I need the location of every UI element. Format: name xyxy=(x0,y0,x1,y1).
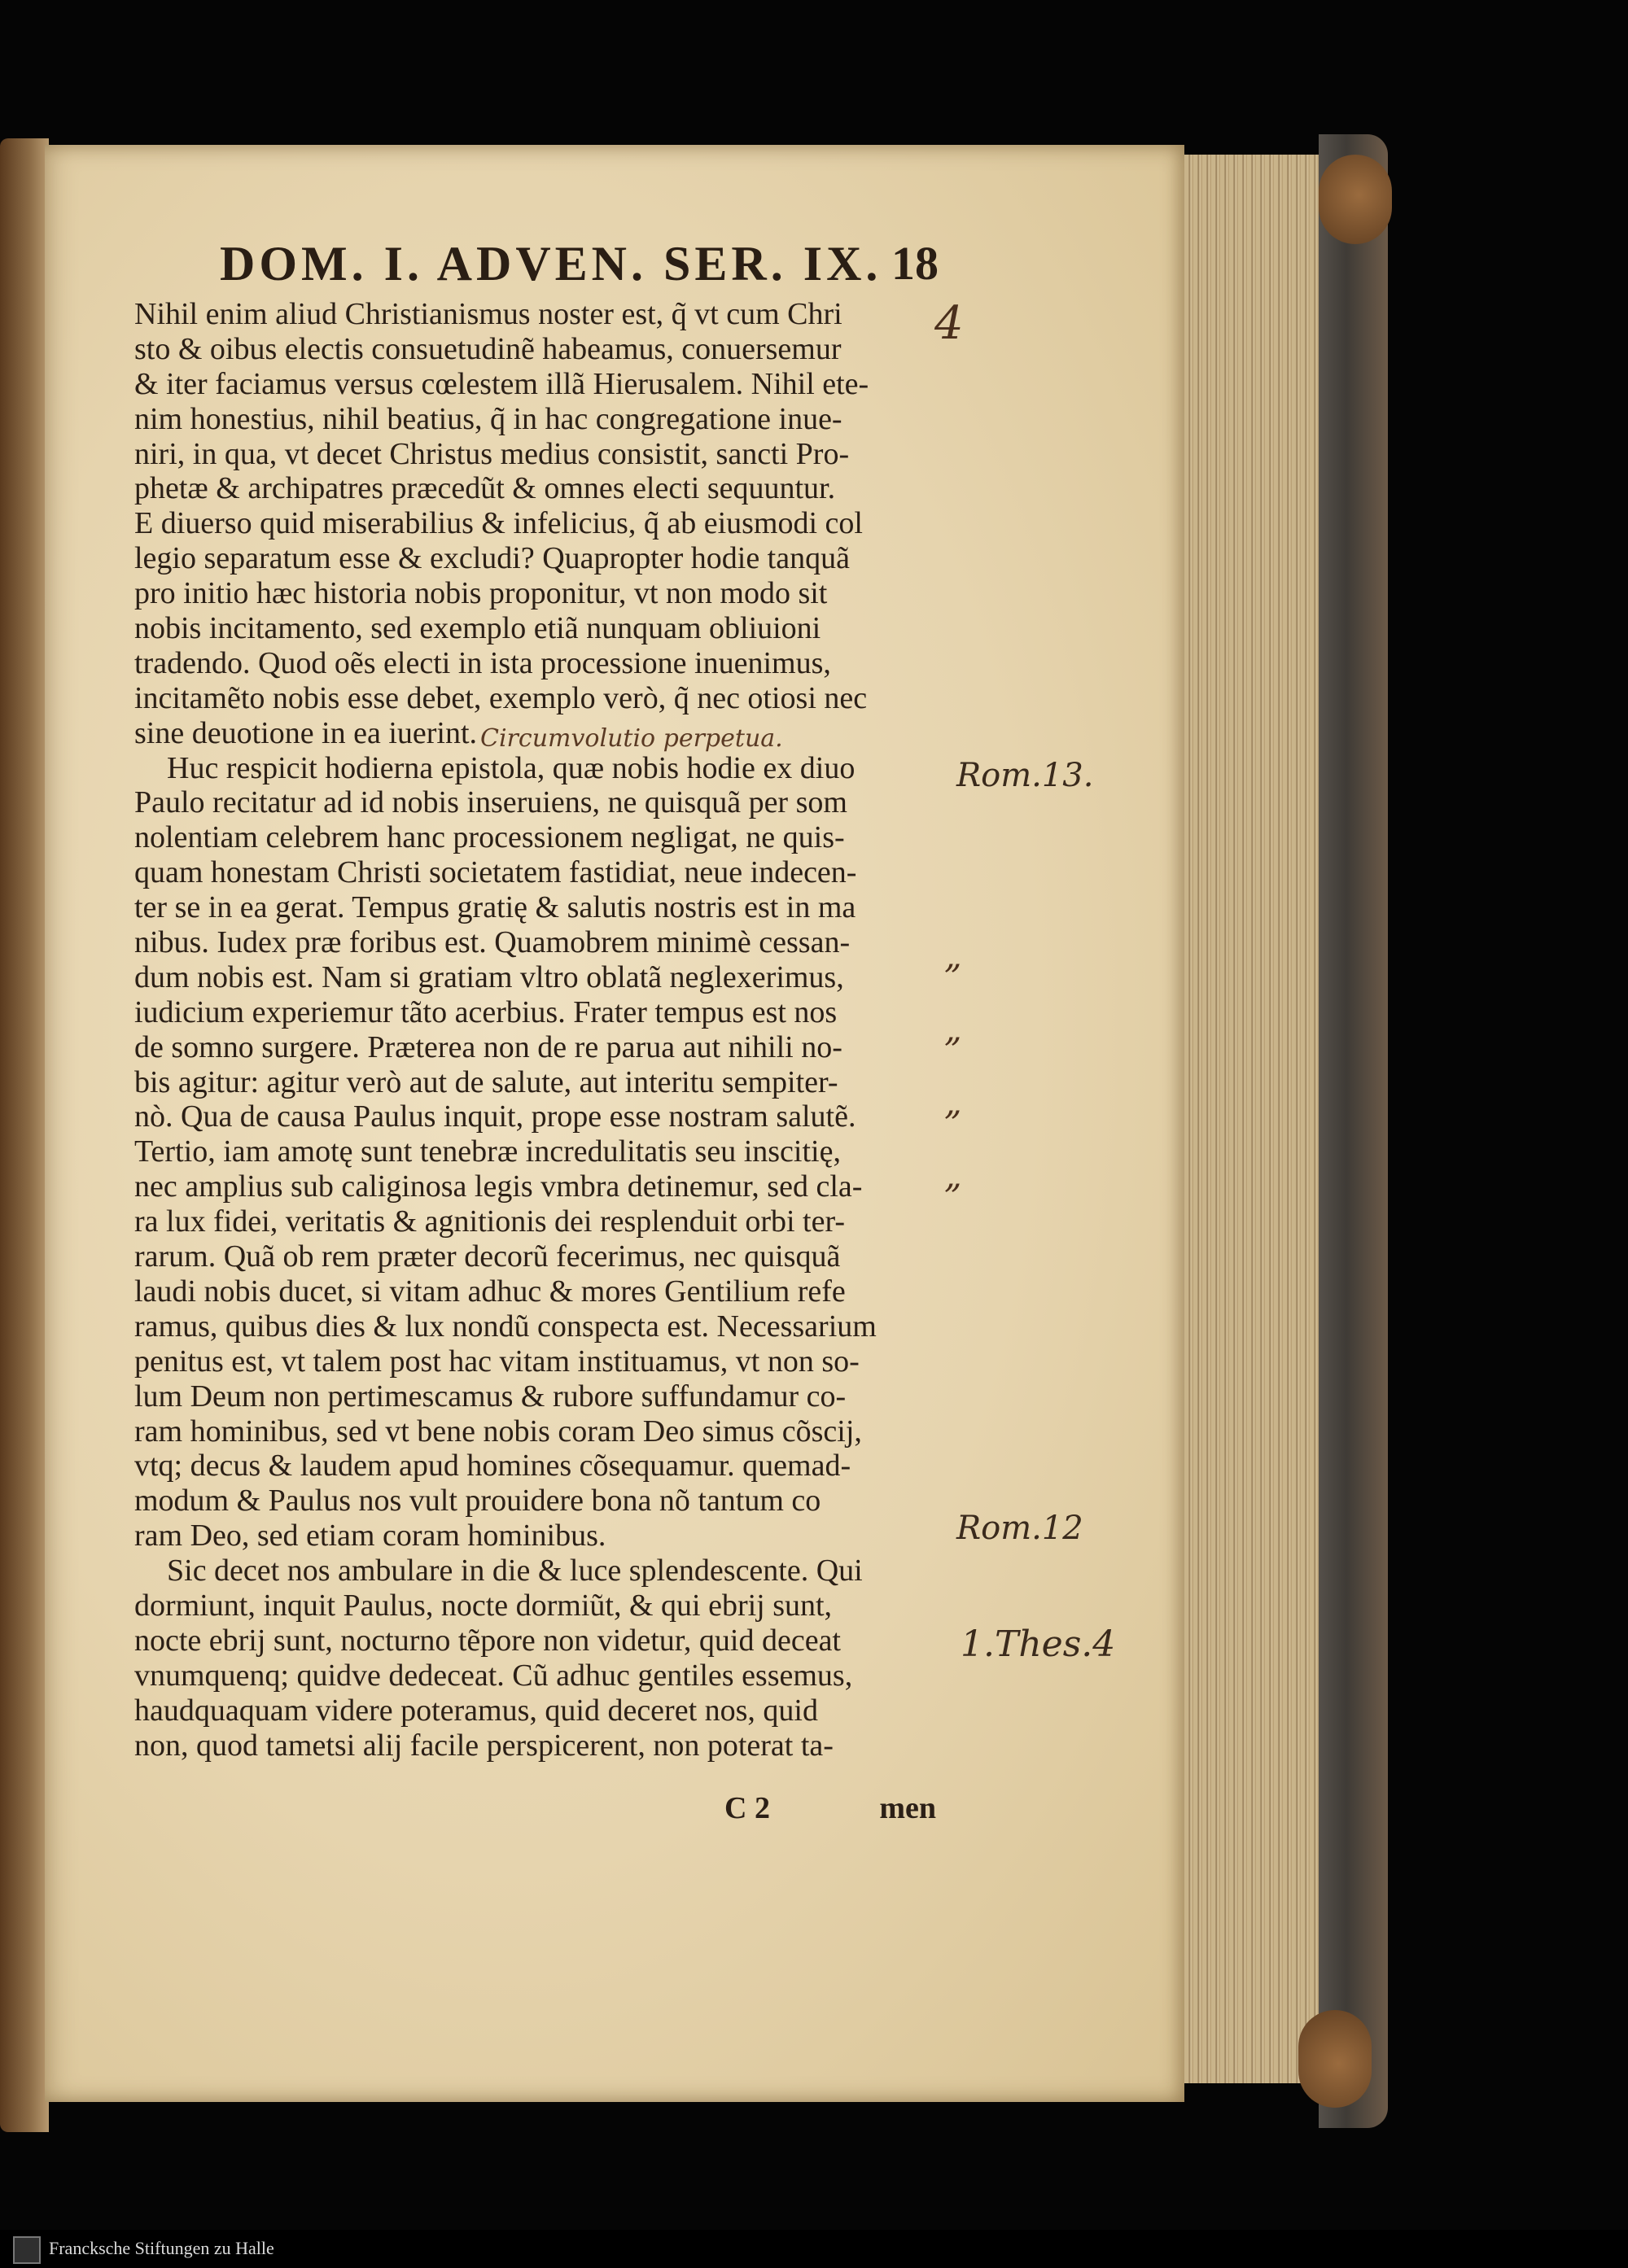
margin-note-rom12: Rom.12 xyxy=(956,1510,1083,1547)
text-line: legio separatum esse & excludi? Quapropter hodie tanquã xyxy=(134,541,850,576)
text-line: tradendo. Quod oẽs electi in ista processione inuenimus, xyxy=(134,645,831,680)
text-line: haudquaquam videre poteramus, quid deceret nos, quid xyxy=(134,1693,818,1728)
page-block-edges xyxy=(1184,155,1335,2083)
text-line: ram Deo, sed etiam coram hominibus. xyxy=(134,1519,606,1554)
text-line: phetæ & archipatres præcedũt & omnes electi sequuntur. xyxy=(134,471,836,506)
handwritten-quote-mark: „ xyxy=(944,1009,962,1049)
text-line: non, quod tametsi alij facile perspicerent, non poterat ta- xyxy=(134,1728,834,1763)
text-line: incitamẽto nobis esse debet, exemplo verò, q̃ nec otiosi nec xyxy=(134,680,868,715)
folio-number: 18 xyxy=(891,237,939,290)
text-line: vnumquenq; quidve dedeceat. Cũ adhuc gentiles essemus, xyxy=(134,1658,853,1693)
text-line: vtq; decus & laudem apud homines cõsequamur. quemad- xyxy=(134,1449,851,1484)
text-line: ter se in ea gerat. Tempus gratię & salutis nostris est in ma xyxy=(134,890,856,925)
text-line: nobis incitamento, sed exemplo etiã nunquam obliuioni xyxy=(134,611,821,646)
text-line: de somno surgere. Præterea non de re parua aut nihili no- xyxy=(134,1029,842,1064)
book-cover xyxy=(1319,134,1388,2128)
text-line: quam honestam Christi societatem fastidiat, neue indecen- xyxy=(134,855,857,890)
text-line: nibus. Iudex præ foribus est. Quamobrem minimè cessan- xyxy=(134,925,851,960)
text-line: nocte ebrij sunt, nocturno tẽpore non videtur, quid deceat xyxy=(134,1623,841,1658)
text-line: modum & Paulus nos vult prouidere bona nõ tantum co xyxy=(134,1484,821,1519)
text-line: Huc respicit hodierna epistola, quæ nobis hodie ex diuo xyxy=(167,750,856,785)
footer-bar xyxy=(0,2230,1628,2268)
handwritten-quote-mark: „ xyxy=(944,1156,962,1195)
body-text xyxy=(134,297,956,1763)
text-line: Sic decet nos ambulare in die & luce splendescente. Qui xyxy=(167,1554,863,1588)
cover-corner-top xyxy=(1319,155,1392,244)
margin-note-rom13: Rom.13. xyxy=(956,757,1094,794)
text-line: ra lux fidei, veritatis & agnitionis dei resplenduit orbi ter- xyxy=(134,1204,846,1239)
cover-corner-bottom xyxy=(1298,2010,1372,2108)
signature-mark: C 2 xyxy=(724,1791,770,1825)
text-line: lum Deum non pertimescamus & rubore suffundamur co- xyxy=(134,1379,847,1414)
text-line: niri, in qua, vt decet Christus medius consistit, sancti Pro- xyxy=(134,436,850,471)
handwritten-note: Circumvolutio perpetua. xyxy=(480,724,783,753)
text-line: pro initio hæc historia nobis proponitur, vt non modo sit xyxy=(134,576,828,611)
text-line: dum nobis est. Nam si gratiam vltro oblatã neglexerimus, xyxy=(134,959,844,994)
footer-label: Francksche Stiftungen zu Halle xyxy=(49,2238,274,2258)
handwritten-page-number: 4 xyxy=(934,297,964,350)
text-line: bis agitur: agitur verò aut de salute, aut interitu sempiter- xyxy=(134,1064,838,1099)
text-line: ram hominibus, sed vt bene nobis coram Deo simus cõscij, xyxy=(134,1414,862,1449)
text-line: nec amplius sub caliginosa legis vmbra detinemur, sed cla- xyxy=(134,1169,863,1204)
text-line: rarum. Quã ob rem præter decorũ fecerimus, nec quisquã xyxy=(134,1239,841,1274)
handwritten-quote-mark: „ xyxy=(944,1082,962,1122)
text-line: & iter faciamus versus cœlestem illã Hierusalem. Nihil ete- xyxy=(134,366,869,401)
left-page-edge xyxy=(0,138,49,2132)
text-line: nim honestius, nihil beatius, q̃ in hac congregatione inue- xyxy=(134,401,842,436)
text-line: dormiunt, inquit Paulus, nocte dormiũt, & qui ebrij sunt, xyxy=(134,1588,833,1623)
text-line: Paulo recitatur ad id nobis inseruiens, ne quisquã per som xyxy=(134,785,847,820)
catchword: men xyxy=(879,1791,936,1825)
text-line: Nihil enim aliud Christianismus noster est, q̃ vt cum Chri xyxy=(134,297,842,331)
text-line: sine deuotione in ea iuerint. xyxy=(134,715,478,750)
margin-note-thes: 1.Thes.4 xyxy=(961,1623,1116,1665)
catchwords-row xyxy=(708,1790,952,1831)
text-line: laudi nobis ducet, si vitam adhuc & mores Gentilium refe xyxy=(134,1274,846,1309)
text-line: ramus, quibus dies & lux nondũ conspecta est. Necessarium xyxy=(134,1309,877,1344)
handwritten-quote-mark: „ xyxy=(944,936,962,976)
text-line: E diuerso quid miserabilius & infelicius, q̃ ab eiusmodi col xyxy=(134,506,863,541)
text-line: nò. Qua de causa Paulus inquit, prope esse nostram salutẽ. xyxy=(134,1099,856,1134)
institution-logo-icon xyxy=(13,2236,41,2264)
text-line: nolentiam celebrem hanc processionem negligat, ne quis- xyxy=(134,820,845,855)
text-line: iudicium experiemur tãto acerbius. Frater tempus est nos xyxy=(134,994,838,1029)
text-line: penitus est, vt talem post hac vitam instituamus, vt non so- xyxy=(134,1344,860,1379)
running-head: DOM. I. ADVEN. SER. IX. xyxy=(220,237,882,291)
text-line: sto & oibus electis consuetudinẽ habeamus, conuersemur xyxy=(134,331,842,366)
text-line: Tertio, iam amotę sunt tenebræ incredulitatis seu inscitię, xyxy=(134,1134,841,1169)
